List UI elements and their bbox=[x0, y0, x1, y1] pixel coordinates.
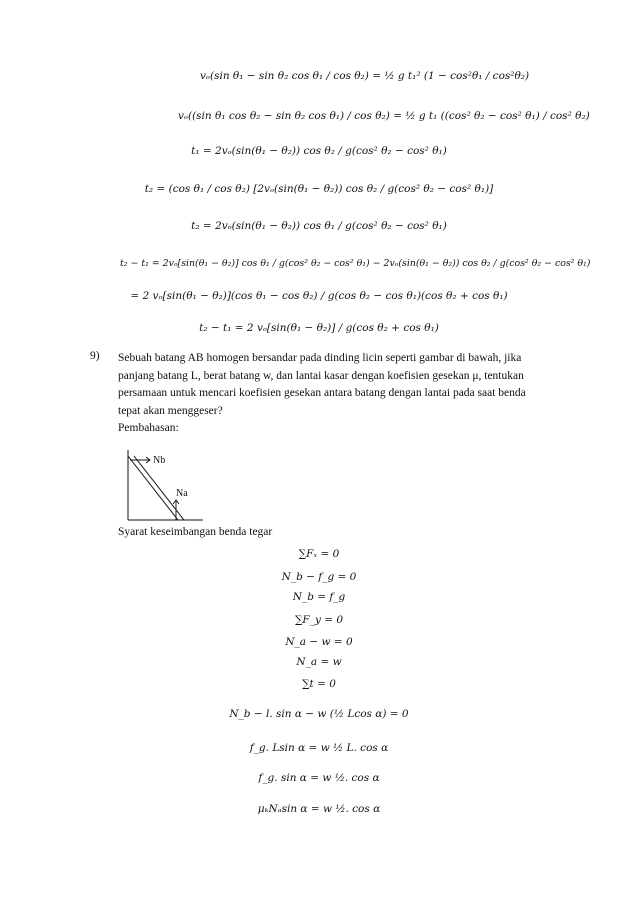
rod-diagram bbox=[118, 448, 208, 523]
equation-2: vₒ((sin θ₁ cos θ₂ − sin θ₂ cos θ₁) / cos θ₂) = ½ g t₁ ((cos² θ₂ − cos² θ₁) / cos² θ₂) bbox=[178, 110, 590, 122]
equation-5: t₂ = 2vₒ(sin(θ₁ − θ₂)) cos θ₁ / g(cos² θ₂ − cos² θ₁) bbox=[191, 220, 447, 232]
solution-line-11: μₖNₐsin α = w ½. cos α bbox=[257, 803, 381, 815]
solution-line-6: N_a = w bbox=[296, 656, 342, 668]
discussion-label: Pembahasan: bbox=[118, 422, 179, 434]
equation-7: = 2 vₒ[sin(θ₁ − θ₂)](cos θ₁ − cos θ₂) / g(cos θ₂ − cos θ₁)(cos θ₂ + cos θ₁) bbox=[130, 290, 508, 302]
solution-line-5: N_a − w = 0 bbox=[285, 636, 353, 648]
question-text bbox=[118, 350, 558, 438]
solution-line-8: N_b − l. sin α − w (½ Lcos α) = 0 bbox=[229, 708, 409, 720]
question-line-3: persamaan untuk mencari koefisien gesekan antara batang dengan lantai pada saat benda bbox=[118, 387, 526, 399]
equilibrium-label: Syarat keseimbangan benda tegar bbox=[118, 526, 273, 538]
equation-6: t₂ − t₁ = 2vₒ[sin(θ₁ − θ₂)] cos θ₁ / g(cos² θ₂ − cos² θ₁) − 2vₒ(sin(θ₁ − θ₂)) cos θ₂ / g(cos² θ₂ − cos² θ₁) bbox=[120, 258, 591, 269]
label-na: Na bbox=[176, 488, 188, 499]
solution-line-9: f_g. Lsin α = w ½ L. cos α bbox=[249, 742, 389, 754]
equation-1: vₒ(sin θ₁ − sin θ₂ cos θ₁ / cos θ₂) = ½ g t₁² (1 − cos²θ₁ / cos²θ₂) bbox=[200, 70, 530, 82]
equation-8: t₂ − t₁ = 2 vₒ[sin(θ₁ − θ₂)] / g(cos θ₂ + cos θ₁) bbox=[199, 322, 439, 334]
question-number: 9) bbox=[90, 350, 100, 362]
solution-line-7: ∑t = 0 bbox=[302, 678, 336, 690]
question-line-4: tepat akan menggeser? bbox=[118, 404, 223, 417]
equation-3: t₁ = 2vₒ(sin(θ₁ − θ₂)) cos θ₂ / g(cos² θ₂ − cos² θ₁) bbox=[191, 145, 447, 157]
question-line-2: panjang batang L, berat batang w, dan lantai kasar dengan koefisien gesekan μ, tentukan bbox=[118, 369, 524, 382]
label-nb: Nb bbox=[153, 455, 166, 466]
equation-4: t₂ = (cos θ₁ / cos θ₂) [2vₒ(sin(θ₁ − θ₂)) cos θ₂ / g(cos² θ₂ − cos² θ₁)] bbox=[144, 183, 494, 195]
solution-line-2: N_b − f_g = 0 bbox=[281, 571, 357, 583]
question-line-1: Sebuah batang AB homogen bersandar pada dinding licin seperti gambar di bawah, jika bbox=[118, 352, 522, 364]
solution-line-1: ∑Fₓ = 0 bbox=[298, 548, 340, 560]
solution-line-4: ∑F_y = 0 bbox=[294, 614, 344, 626]
solution-line-10: f_g. sin α = w ½. cos α bbox=[258, 772, 380, 784]
solution-line-3: N_b = f_g bbox=[292, 591, 346, 603]
